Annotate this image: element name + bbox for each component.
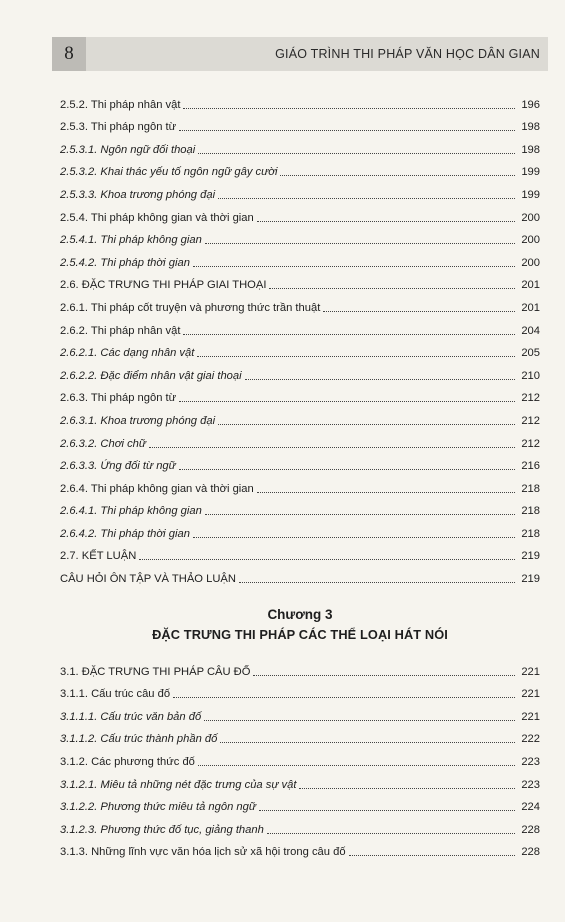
toc-entry-label: 3.1. ĐẶC TRƯNG THI PHÁP CÂU ĐỐ: [60, 665, 251, 678]
dot-leader: [183, 334, 515, 335]
dot-leader: [204, 720, 515, 721]
toc-entry: [60, 518, 540, 541]
toc-entry: [60, 451, 540, 474]
toc-entry: [60, 746, 540, 769]
dot-leader: [267, 833, 515, 834]
toc-entry: [60, 814, 540, 837]
dot-leader: [193, 537, 515, 538]
toc-entry-page: 218: [521, 505, 540, 518]
toc-entry-label: 3.1.3. Những lĩnh vực văn hóa lịch sử xã hội trong câu đố: [60, 846, 346, 859]
dot-leader: [218, 424, 515, 425]
toc-entry: [60, 724, 540, 747]
toc-entry-page: 223: [521, 755, 540, 768]
toc-entry-label: 2.6.2. Thi pháp nhân vật: [60, 324, 181, 337]
toc-entry-label: 2.6. ĐẶC TRƯNG THI PHÁP GIAI THOẠI: [60, 279, 267, 292]
toc-entry-page: 224: [521, 801, 540, 814]
toc-entry-page: 218: [521, 527, 540, 540]
toc-entry: [60, 112, 540, 135]
page-number: 8: [52, 37, 86, 71]
toc-entry: [60, 270, 540, 293]
toc-entry: [60, 225, 540, 248]
toc-entry: [60, 179, 540, 202]
toc-entry-page: 221: [521, 688, 540, 701]
toc-entry-label: 2.5.3.3. Khoa trương phóng đại: [60, 188, 216, 201]
dot-leader: [139, 559, 515, 560]
toc-entry: [60, 292, 540, 315]
toc-entry-page: 199: [521, 166, 540, 179]
toc-entry-label: 2.6.2.1. Các dạng nhân vật: [60, 347, 195, 360]
toc-entry: [60, 473, 540, 496]
toc-entry-label: 2.5.3.1. Ngôn ngữ đối thoại: [60, 143, 196, 156]
chapter-title: ĐẶC TRƯNG THI PHÁP CÁC THỂ LOẠI HÁT NÓI: [152, 627, 448, 642]
dot-leader: [239, 582, 515, 583]
toc-entry-label: 2.6.1. Thi pháp cốt truyện và phương thức trần thuật: [60, 301, 321, 314]
toc-entry: [60, 134, 540, 157]
toc-entry-page: 212: [521, 437, 540, 450]
toc-entry: [60, 157, 540, 180]
toc-entry-page: 228: [521, 846, 540, 859]
toc-entry-page: 200: [521, 234, 540, 247]
dot-leader: [257, 221, 515, 222]
toc-entry-label: 2.6.4. Thi pháp không gian và thời gian: [60, 482, 254, 495]
dot-leader: [220, 742, 515, 743]
toc-entry-page: 221: [521, 665, 540, 678]
toc-entry-label: 2.6.3.3. Ứng đối từ ngữ: [60, 460, 176, 473]
toc-entry-page: 198: [521, 121, 540, 134]
toc-entry-label: 2.5.4. Thi pháp không gian và thời gian: [60, 211, 254, 224]
toc-entry-label: 2.6.4.1. Thi pháp không gian: [60, 505, 202, 518]
toc-entry: [60, 792, 540, 815]
toc-entry: [60, 496, 540, 519]
toc-entry-label: 2.6.3.2. Chơi chữ: [60, 437, 146, 450]
toc-entry-page: 223: [521, 778, 540, 791]
dot-leader: [179, 469, 515, 470]
toc-section-chapter-2: [60, 89, 540, 586]
toc-entry-label: 3.1.1. Cấu trúc câu đố: [60, 688, 171, 701]
dot-leader: [179, 401, 515, 402]
toc-entry-page: 222: [521, 733, 540, 746]
dot-leader: [323, 311, 515, 312]
toc-entry: [60, 701, 540, 724]
toc-entry: [60, 202, 540, 225]
toc-entry-label: 3.1.2.1. Miêu tả những nét đặc trưng của sự vật: [60, 778, 297, 791]
dot-leader: [299, 788, 515, 789]
dot-leader: [193, 266, 515, 267]
dot-leader: [205, 243, 515, 244]
toc-entry-page: 196: [521, 98, 540, 111]
toc-entry: [60, 89, 540, 112]
toc-entry-page: 218: [521, 482, 540, 495]
toc-entry-page: 221: [521, 710, 540, 723]
toc-entry-page: 219: [521, 573, 540, 586]
dot-leader: [149, 447, 515, 448]
dot-leader: [173, 697, 515, 698]
chapter-number: Chương 3: [267, 607, 333, 622]
dot-leader: [253, 675, 515, 676]
toc-entry-page: 201: [521, 279, 540, 292]
toc-entry-page: 216: [521, 460, 540, 473]
toc-entry-page: 199: [521, 188, 540, 201]
toc-entry-label: 3.1.1.2. Cấu trúc thành phần đố: [60, 733, 218, 746]
dot-leader: [205, 514, 515, 515]
toc-entry-label: 2.6.4.2. Thi pháp thời gian: [60, 527, 190, 540]
toc-entry-page: 205: [521, 347, 540, 360]
toc-entry-label: 3.1.2. Các phương thức đố: [60, 755, 195, 768]
toc-entry: [60, 315, 540, 338]
toc-entry: [60, 563, 540, 586]
dot-leader: [179, 130, 515, 131]
toc-entry-page: 228: [521, 823, 540, 836]
toc-entry-label: 2.5.2. Thi pháp nhân vật: [60, 98, 181, 111]
dot-leader: [349, 855, 515, 856]
toc-entry: [60, 679, 540, 702]
toc-entry: [60, 656, 540, 679]
toc-entry-page: 200: [521, 211, 540, 224]
dot-leader: [259, 810, 515, 811]
dot-leader: [257, 492, 515, 493]
toc-entry: [60, 837, 540, 860]
toc-entry-label: 2.7. KẾT LUẬN: [60, 550, 137, 563]
dot-leader: [183, 108, 515, 109]
toc-entry-page: 210: [521, 369, 540, 382]
toc-entry-label: 2.5.3.2. Khai thác yếu tố ngôn ngữ gây cười: [60, 166, 278, 179]
header-title-band: [86, 37, 548, 71]
dot-leader: [269, 288, 515, 289]
toc-entry: [60, 247, 540, 270]
toc-entry: [60, 769, 540, 792]
toc-entry: [60, 405, 540, 428]
toc-entry-page: 201: [521, 301, 540, 314]
toc-entry-label: 2.6.3. Thi pháp ngôn từ: [60, 392, 177, 405]
toc-entry-label: 2.6.3.1. Khoa trương phóng đại: [60, 414, 216, 427]
running-header: [52, 36, 548, 72]
toc-entry-label: 3.1.2.3. Phương thức đố tục, giảng thanh: [60, 823, 264, 836]
toc-entry-page: 198: [521, 143, 540, 156]
dot-leader: [197, 356, 515, 357]
toc-entry: [60, 541, 540, 564]
toc-entry-label: 2.5.3. Thi pháp ngôn từ: [60, 121, 177, 134]
dot-leader: [198, 765, 515, 766]
toc-entry-label: 2.5.4.1. Thi pháp không gian: [60, 234, 202, 247]
toc-entry-page: 212: [521, 414, 540, 427]
toc-entry-page: 212: [521, 392, 540, 405]
dot-leader: [280, 175, 515, 176]
toc-entry-label: 3.1.2.2. Phương thức miêu tả ngôn ngữ: [60, 801, 256, 814]
toc-entry: [60, 428, 540, 451]
toc-entry: [60, 338, 540, 361]
toc-entry-label: 2.5.4.2. Thi pháp thời gian: [60, 256, 190, 269]
toc-entry: [60, 360, 540, 383]
toc-section-chapter-3: [60, 656, 540, 859]
toc-entry: [60, 383, 540, 406]
dot-leader: [245, 379, 515, 380]
dot-leader: [198, 153, 515, 154]
toc-entry-label: 3.1.1.1. Cấu trúc văn bản đố: [60, 710, 202, 723]
book-title: GIÁO TRÌNH THI PHÁP VĂN HỌC DÂN GIAN: [275, 47, 540, 61]
toc-entry-label: CÂU HỎI ÔN TẬP VÀ THẢO LUẬN: [60, 573, 236, 586]
toc-entry-label: 2.6.2.2. Đặc điểm nhân vật giai thoại: [60, 369, 242, 382]
toc-entry-page: 200: [521, 256, 540, 269]
dot-leader: [218, 198, 515, 199]
toc-entry-page: 219: [521, 550, 540, 563]
toc-entry-page: 204: [521, 324, 540, 337]
